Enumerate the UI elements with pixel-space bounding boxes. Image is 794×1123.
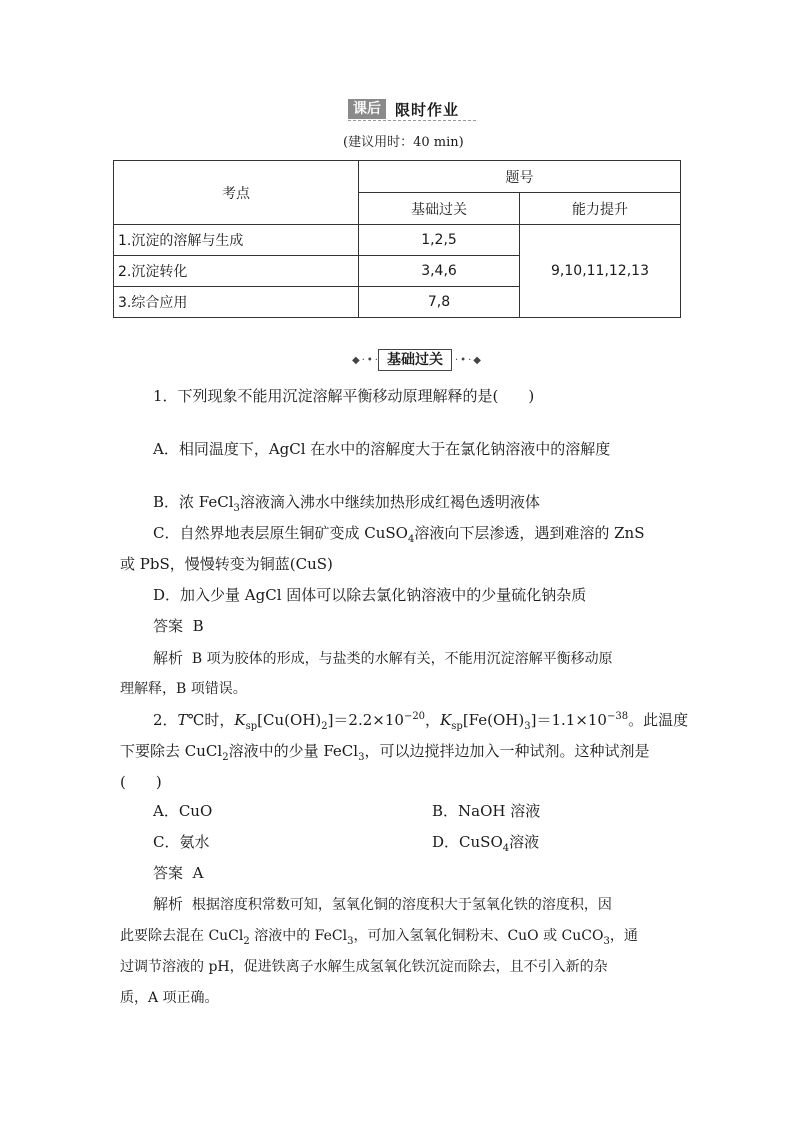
q2-explain-line4: 质，A 项正确。 [120,990,219,1006]
th-jichu: 基础过关 [359,193,520,225]
q2-option-c: C．氨水 [153,833,210,851]
section-header [348,99,459,119]
th-kaodian: 考点 [114,161,359,225]
table-row-basic: 1,2,5 [359,225,520,256]
table-row-topic: 1.沉淀的溶解与生成 [114,225,359,256]
q2-option-a: A．CuO [153,802,213,820]
suggested-time: (建议用时：40 min) [343,135,464,150]
header-tag: 课后 [348,99,386,119]
header-underline [348,120,476,121]
q2-option-d: D．CuSO$_4$溶液 [432,833,540,854]
table-ability: 9,10,11,12,13 [520,225,681,318]
q2-option-b: B．NaOH 溶液 [432,802,541,820]
q1-option-c-line1: C．自然界地表层原生铜矿变成 CuSO$_4$溶液向下层渗透，遇到难溶的 ZnS [153,524,645,545]
table-row-topic: 2.沉淀转化 [114,256,359,287]
q1-option-b: B．浓 FeCl$_3$溶液滴入沸水中继续加热形成红褐色透明液体 [153,493,540,514]
table-row-basic: 7,8 [359,287,520,318]
th-nengli: 能力提升 [520,193,681,225]
q1-answer: 答案 B [153,617,204,635]
q2-stem-line1: 2．T℃时，$K_{sp}[Cu(OH)_2]=2.2\times 10^{-20}$，$K_{sp}[Fe(OH)_3]=1.1\times 10^{-38}$。此温度 [153,711,689,732]
q2-explain-line2: 此要除去混在 CuCl$_2$ 溶液中的 FeCl$_3$，可加入氢氧化铜粉末、CuO 或 CuCO$_3$，通 [120,928,638,947]
q2-stem-line2: 下要除去 CuCl$_2$溶液中的少量 FeCl$_3$，可以边搅拌边加入一种试剂。这种试剂是 [120,742,650,763]
table-row-topic: 3.综合应用 [114,287,359,318]
q1-option-a: A．相同温度下，AgCl 在水中的溶解度大于在氯化钠溶液中的溶解度 [153,440,611,458]
q2-explain-line1: 解析 根据溶度积常数可知，氢氧化铜的溶度积大于氢氧化铁的溶度积，因 [153,895,612,913]
table-row-basic: 3,4,6 [359,256,520,287]
q2-explain-line3: 过调节溶液的 pH，促进铁离子水解生成氢氧化铁沉淀而除去，且不引入新的杂 [120,959,608,975]
header-title: 限时作业 [395,100,460,119]
q1-option-d: D．加入少量 AgCl 固体可以除去氯化钠溶液中的少量硫化钠杂质 [153,586,587,604]
q2-stem-line3: ( ) [120,773,162,791]
section-title: 基础过关 [378,349,452,371]
section-divider-right: ·•·◆ [455,355,483,366]
q1-option-c-line2: 或 PbS，慢慢转变为铜蓝(CuS) [120,555,333,573]
th-tihao: 题号 [359,161,681,193]
q1-stem: 1．下列现象不能用沉淀溶解平衡移动原理解释的是( ) [153,387,535,405]
q1-explain-line1: 解析 B 项为胶体的形成，与盐类的水解有关，不能用沉淀溶解平衡移动原 [153,649,613,667]
topic-table [113,160,681,318]
q2-answer: 答案 A [153,864,204,882]
q1-explain-line2: 理解释，B 项错误。 [120,681,247,697]
section-divider-left: ◆·•· [352,355,380,366]
